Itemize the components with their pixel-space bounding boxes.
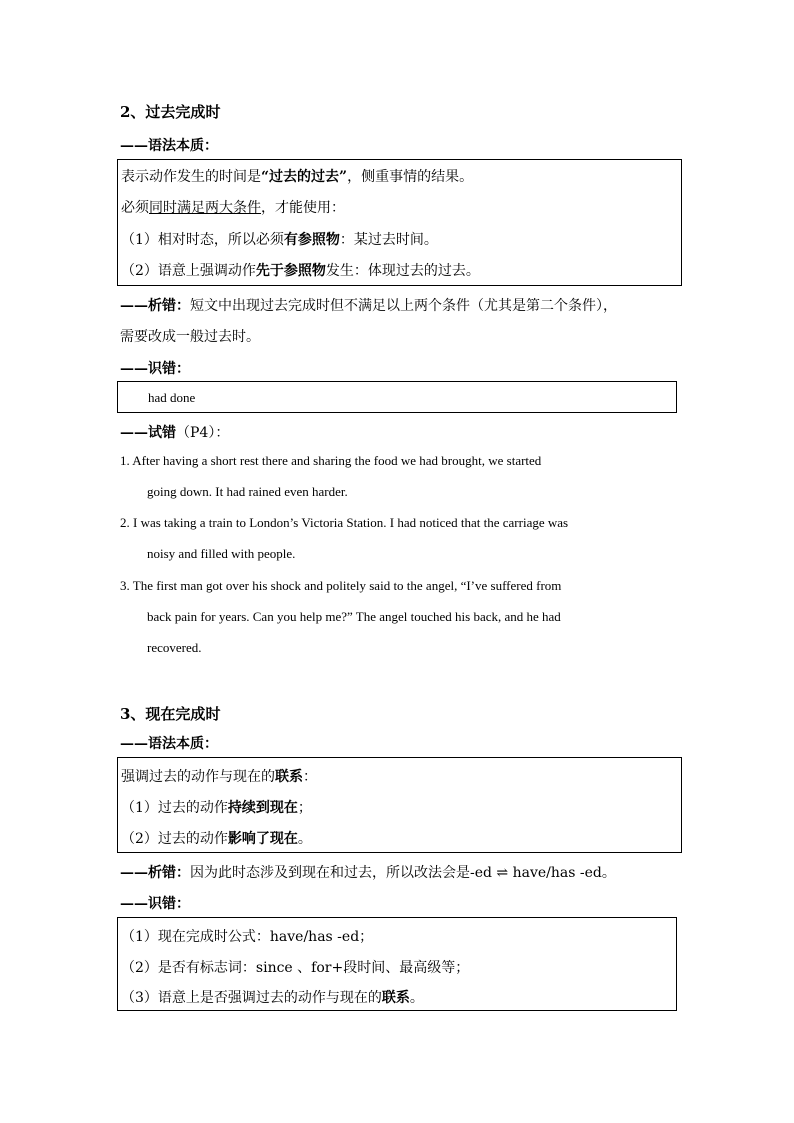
example-3-line-1: 3. The first man got over his shock and politely said to the angel, “I’ve suffered from (120, 578, 562, 593)
essence3-line-2: （1）过去的动作持续到现在； (121, 800, 312, 816)
essence3-line-1: 强调过去的动作与现在的联系： (121, 769, 317, 785)
trial-label: ——试错（P4）： (120, 425, 230, 441)
analysis-3-line: ——析错：因为此时态涉及到现在和过去，所以改法会是-ed ⇌ have/has -ed。 (120, 865, 616, 881)
section-2-title: 2、过去完成时 (120, 103, 221, 121)
grammar-essence-box-3 (117, 757, 682, 853)
identify3-line-2: （2）是否有标志词：since 、for+段时间、最高级等； (121, 960, 470, 976)
example-3-line-3: recovered. (147, 640, 202, 655)
example-2-line-1: 2. I was taking a train to London’s Victoria Station. I had noticed that the carriage was (120, 515, 569, 530)
identify-label-3: ——识错： (120, 896, 190, 912)
example-3-line-2: back pain for years. Can you help me?” The angel touched his back, and he had (147, 609, 561, 624)
essence-line-1: 表示动作发生的时间是“过去的过去”，侧重事情的结果。 (121, 169, 474, 185)
example-1-line-2: going down. It had rained even harder. (147, 484, 348, 499)
identify3-line-3: （3）语意上是否强调过去的动作与现在的联系。 (121, 990, 424, 1006)
essence3-line-3: （2）过去的动作影响了现在。 (121, 831, 312, 847)
section-3-title: 3、现在完成时 (120, 705, 221, 723)
essence-line-4: （2）语意上强调动作先于参照物发生：体现过去的过去。 (121, 263, 480, 279)
identify-box (117, 381, 677, 413)
identify-label: ——识错： (120, 361, 190, 377)
grammar-essence-box (117, 159, 682, 286)
identify3-line-1: （1）现在完成时公式：have/has -ed； (121, 929, 374, 945)
identify-box-3 (117, 917, 677, 1011)
grammar-essence-label: ——语法本质： (120, 138, 218, 154)
essence-line-3: （1）相对时态，所以必须有参照物：某过去时间。 (121, 232, 438, 248)
example-1-line-1: 1. After having a short rest there and sharing the food we had brought, we started (120, 453, 542, 468)
example-2-line-2: noisy and filled with people. (147, 546, 296, 561)
essence-line-2: 必须同时满足两大条件，才能使用： (121, 200, 345, 216)
identify-box-text: had done (148, 390, 196, 405)
grammar-essence-label-3: ——语法本质： (120, 736, 218, 752)
analysis-line-1: ——析错：短文中出现过去完成时但不满足以上两个条件（尤其是第二个条件）， (120, 298, 617, 314)
analysis-line-2: 需要改成一般过去时。 (120, 329, 260, 345)
